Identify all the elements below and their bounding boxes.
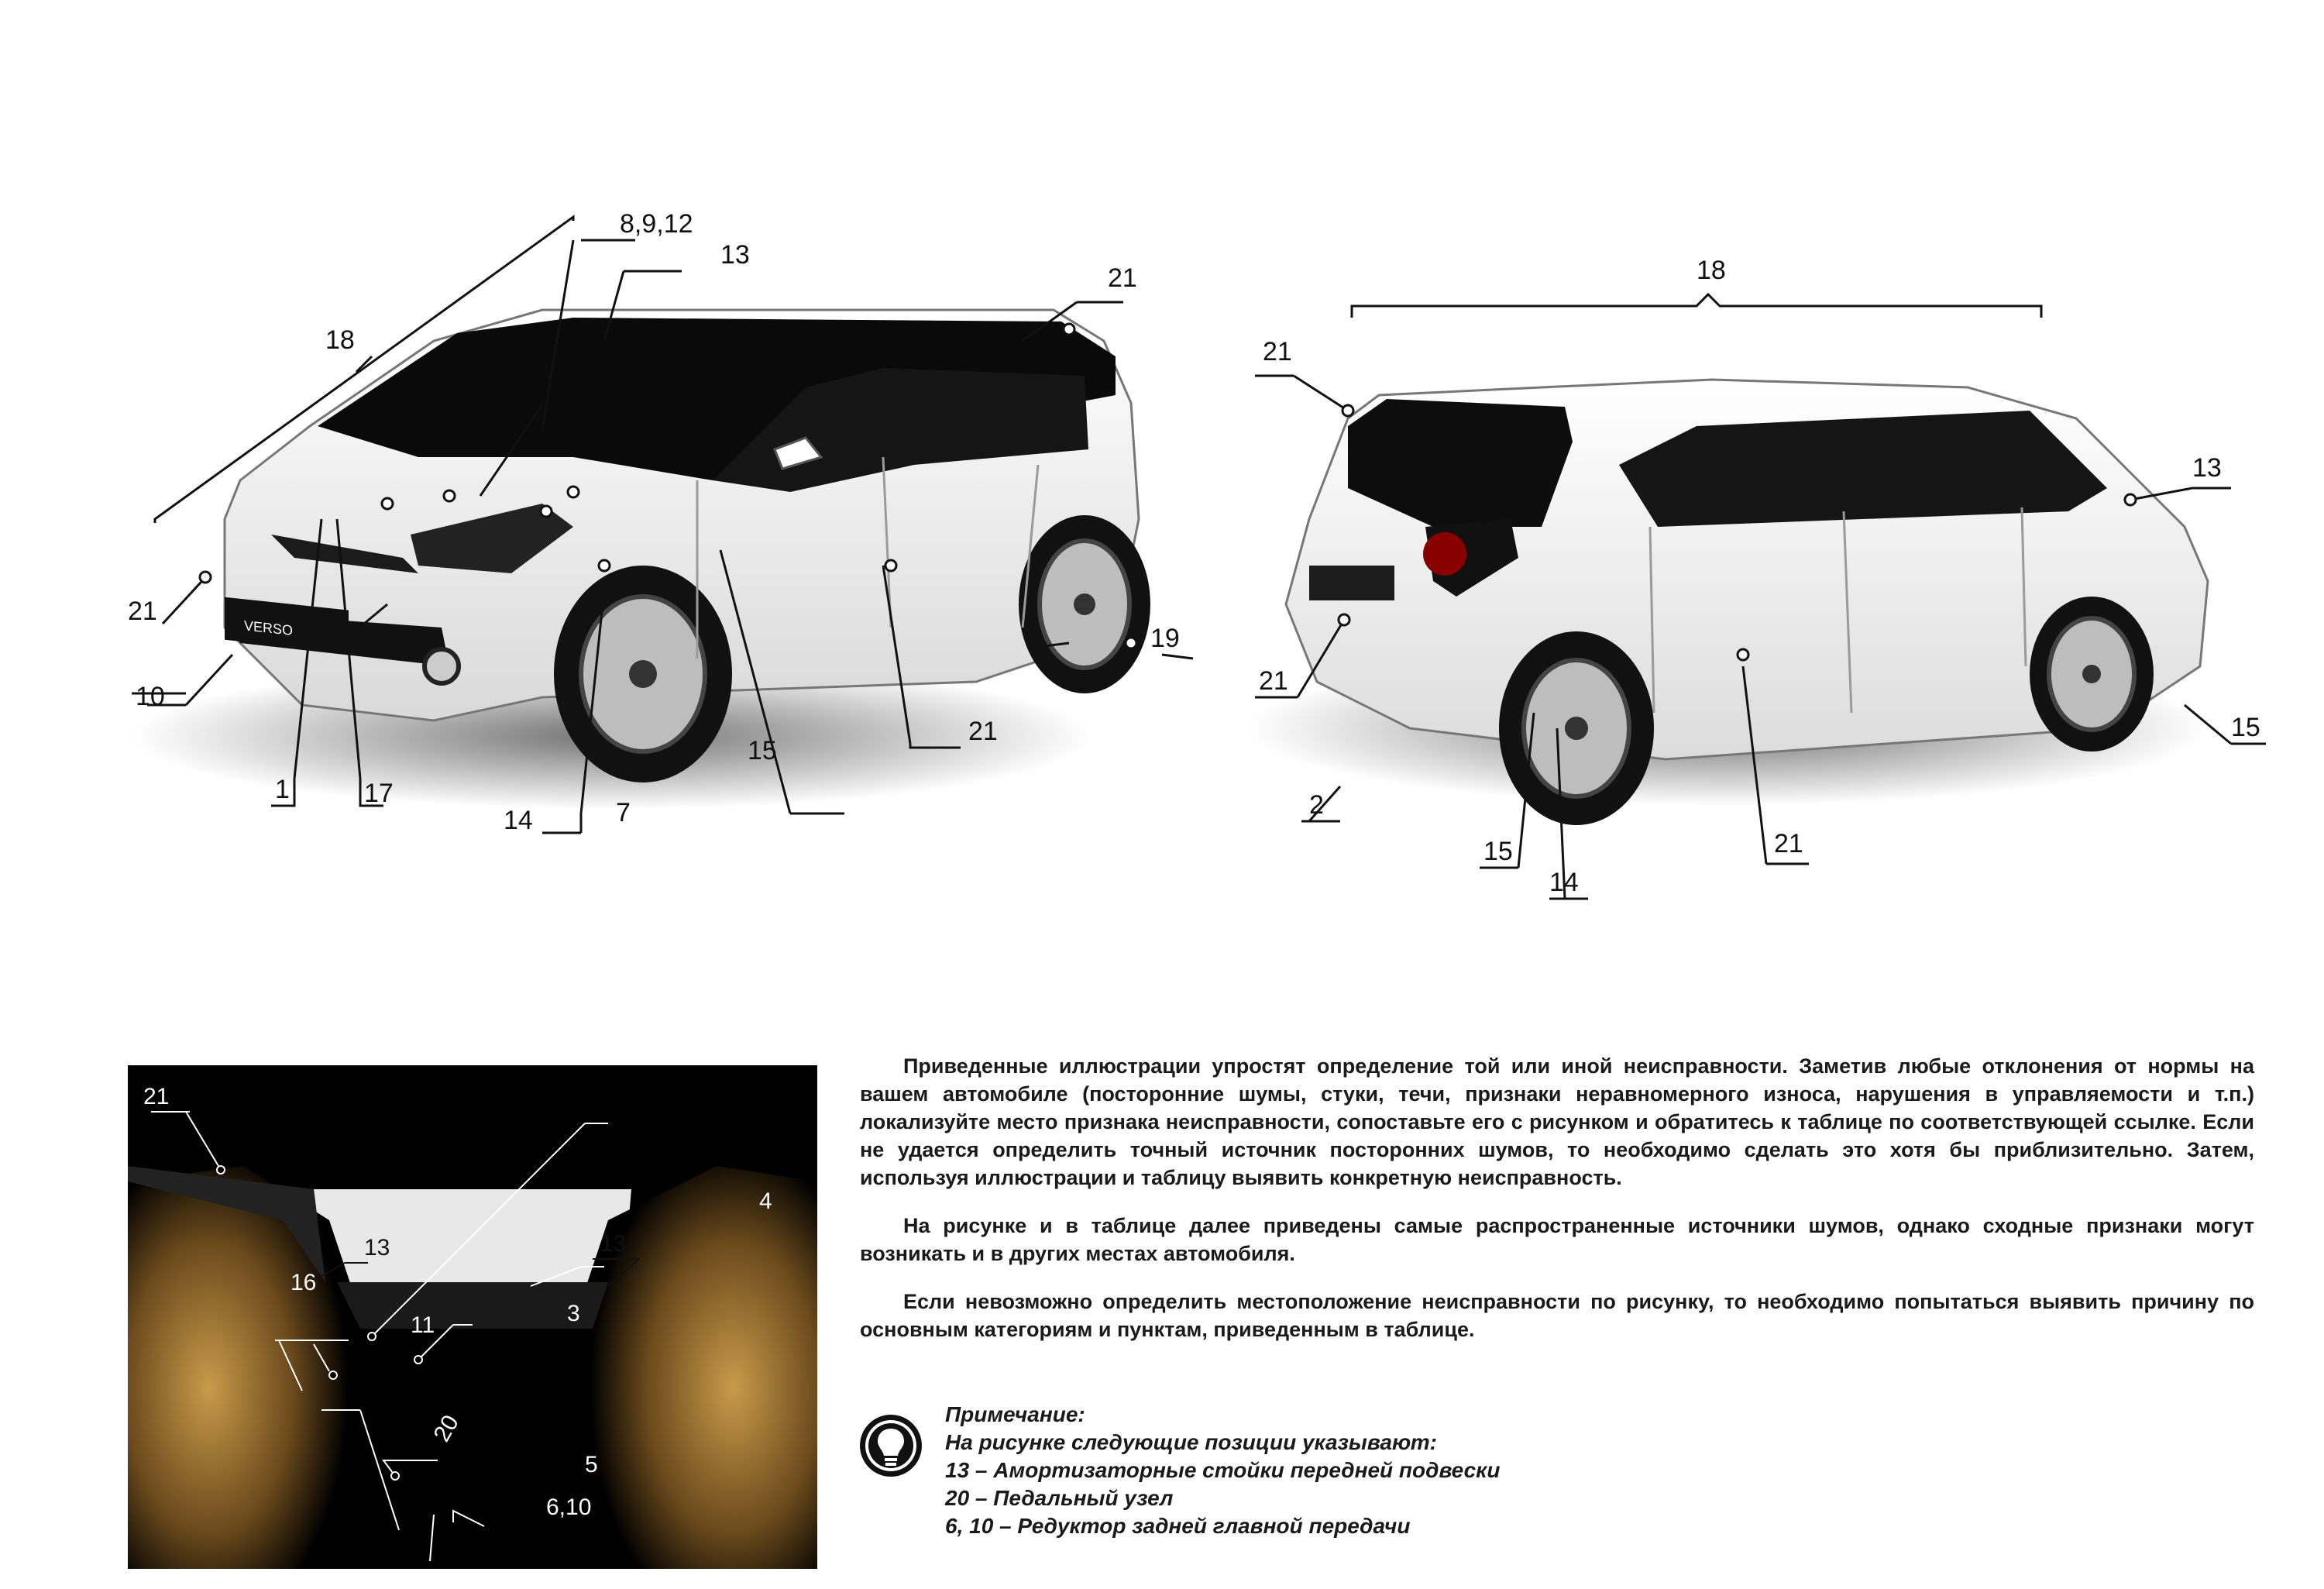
description-text	[860, 1052, 2254, 1364]
rear-callout-14: 14	[1549, 868, 1579, 897]
front-plate-badge: VERSO	[244, 617, 293, 639]
front-callout-10: 10	[136, 682, 165, 711]
interior-callout-4: 4	[759, 1188, 772, 1214]
front-callout-17: 17	[364, 779, 394, 808]
front-fog-light	[425, 649, 459, 683]
front-callout-19: 19	[1150, 624, 1180, 653]
front-callout-7: 7	[616, 798, 631, 827]
note-title: Примечание:	[945, 1402, 1085, 1426]
rear-callout-21-left: 21	[1259, 666, 1288, 696]
interior-callout-16: 16	[290, 1270, 317, 1295]
rear-callout-18: 18	[1697, 256, 1726, 285]
rear-callout-15-bottom: 15	[1483, 837, 1513, 866]
front-car-figure	[108, 194, 1216, 875]
rear-callout-21-bottom: 21	[1774, 829, 1803, 858]
interior-callout-13-right: 13	[600, 1231, 627, 1257]
front-wheel-rear	[1019, 515, 1150, 693]
interior-callout-21: 21	[143, 1084, 170, 1109]
rear-car-figure	[1232, 232, 2301, 914]
interior-callout-20: 20	[428, 1411, 464, 1446]
front-callout-1: 1	[275, 775, 290, 804]
front-callout-21-top: 21	[1108, 263, 1137, 293]
interior-callout-5: 5	[585, 1452, 598, 1477]
interior-callout-3: 3	[567, 1301, 580, 1326]
note-intro: На рисунке следующие позиции указывают:	[945, 1430, 1438, 1454]
rear-wheel-rear	[1499, 631, 1654, 825]
front-callout-8-9-12: 8,9,12	[620, 209, 693, 239]
rear-callout-21-top: 21	[1263, 337, 1292, 366]
rear-car-tail-light-red	[1423, 532, 1466, 576]
interior-callout-11: 11	[411, 1312, 435, 1338]
note-item: 13 – Амортизаторные стойки передней подвески	[945, 1458, 1501, 1482]
rear-callout-2: 2	[1309, 790, 1324, 820]
interior-callout-6-10: 6,10	[546, 1494, 592, 1520]
note-text	[945, 1401, 1500, 1540]
rear-callout-13: 13	[2192, 453, 2222, 483]
interior-right-seat	[577, 1166, 817, 1569]
front-callout-18: 18	[325, 325, 355, 355]
note-item: 20 – Педальный узел	[945, 1486, 1174, 1510]
front-wheel-front	[554, 566, 732, 782]
rear-wheel-front	[2030, 597, 2154, 752]
front-callout-13: 13	[720, 240, 750, 270]
rear-plate	[1309, 566, 1394, 600]
front-callout-21-bottom: 21	[968, 717, 998, 746]
paragraph-1: Приведенные иллюстрации упростят определение той или иной неисправности. Заметив любые отклонения от нормы на вашем автомобиле (посторонние шумы, стуки, течи, признаки неравномерного износа, нарушения в управляемости и т.п.) локализуйте место признака неисправности, сопоставьте его с рисунком и обратитесь к таблице по соответствующей ссылке. Если не удается определить точный источник посторонних шумов, то необходимо сделать это хотя бы приблизительно. Затем, используя иллюстрации и таблицу выявить конкретную неисправность.	[860, 1054, 2254, 1189]
front-callout-21-left: 21	[128, 597, 157, 626]
note-item: 6, 10 – Редуктор задней главной передачи	[945, 1514, 1411, 1538]
front-callout-14: 14	[504, 806, 533, 835]
note-box	[858, 1401, 1710, 1540]
paragraph-2: На рисунке и в таблице далее приведены самые распространенные источники шумов, однако сходные признаки могут возникать и в других местах автомобиля.	[860, 1214, 2254, 1265]
interior-figure	[128, 1065, 817, 1569]
paragraph-3: Если невозможно определить местоположение неисправности по рисунку, то необходимо попытаться выявить причину по основным категориям и пунктам, приведенным в таблице.	[860, 1290, 2254, 1341]
interior-left-seat	[128, 1166, 360, 1569]
rear-callout-15-right: 15	[2231, 713, 2260, 742]
lightbulb-icon	[858, 1413, 923, 1478]
interior-callout-13-left: 13	[364, 1235, 390, 1261]
front-callout-15: 15	[748, 736, 777, 765]
